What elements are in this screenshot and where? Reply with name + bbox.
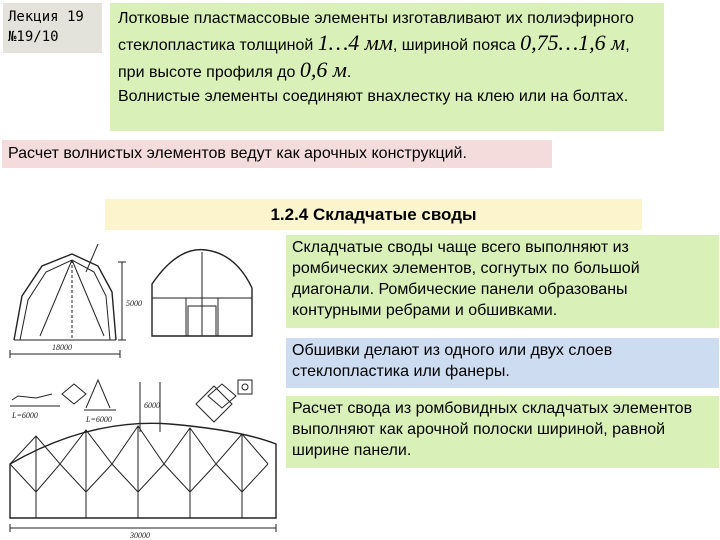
dimension-height: 5000 — [126, 299, 142, 308]
dimension-span: 18000 — [52, 343, 72, 352]
calc-note: Расчет волнистых элементов ведут как арочных конструкций. — [2, 140, 552, 168]
profile-height-value: 0,6 м — [299, 57, 347, 82]
dimension-total-length: 30000 — [130, 531, 150, 540]
dimension-panel-width: 6000 — [144, 401, 160, 410]
dimension-panel-length-1: L=6000 — [12, 411, 38, 420]
paragraph-rhombic-elements: Складчатые своды чаще всего выполняют из ромбических элементов, согнутых по большой диагонали. Ромбические панели образованы контурными ребрами и обшивками. — [286, 235, 719, 328]
belt-width-value: 0,75…1,6 м — [520, 30, 626, 55]
lecture-number: Лекция 19 — [8, 9, 84, 25]
paragraph-sheathing: Обшивки делают из одного или двух слоев стеклопластика или фанеры. — [286, 338, 719, 388]
intro-text-block — [110, 3, 664, 131]
lecture-page: №19/10 — [8, 29, 59, 45]
intro-paragraph-2: Волнистые элементы соединяют внахлестку на клею или на болтах. — [118, 88, 629, 105]
section-heading: 1.2.4 Складчатые своды — [105, 199, 642, 230]
dimension-panel-length-2: L=6000 — [86, 415, 112, 424]
intro-text-2: , шириной пояса — [392, 37, 521, 54]
intro-text-3: , при высоте профиля до — [118, 37, 630, 81]
folded-vault-drawing — [0, 232, 285, 540]
lecture-label — [3, 3, 102, 53]
intro-paragraph — [118, 7, 656, 85]
intro-text-4: . — [346, 64, 352, 81]
thickness-value: 1…4 мм — [317, 30, 393, 55]
paragraph-calculation: Расчет свода из ромбовидных складчатых элементов выполняют как арочной полоски шириной, равной ширине панели. — [286, 396, 719, 468]
intro-text-1: Лотковые пластмассовые элементы изготавливают их полиэфирного стеклопластика толщиной — [118, 10, 634, 54]
